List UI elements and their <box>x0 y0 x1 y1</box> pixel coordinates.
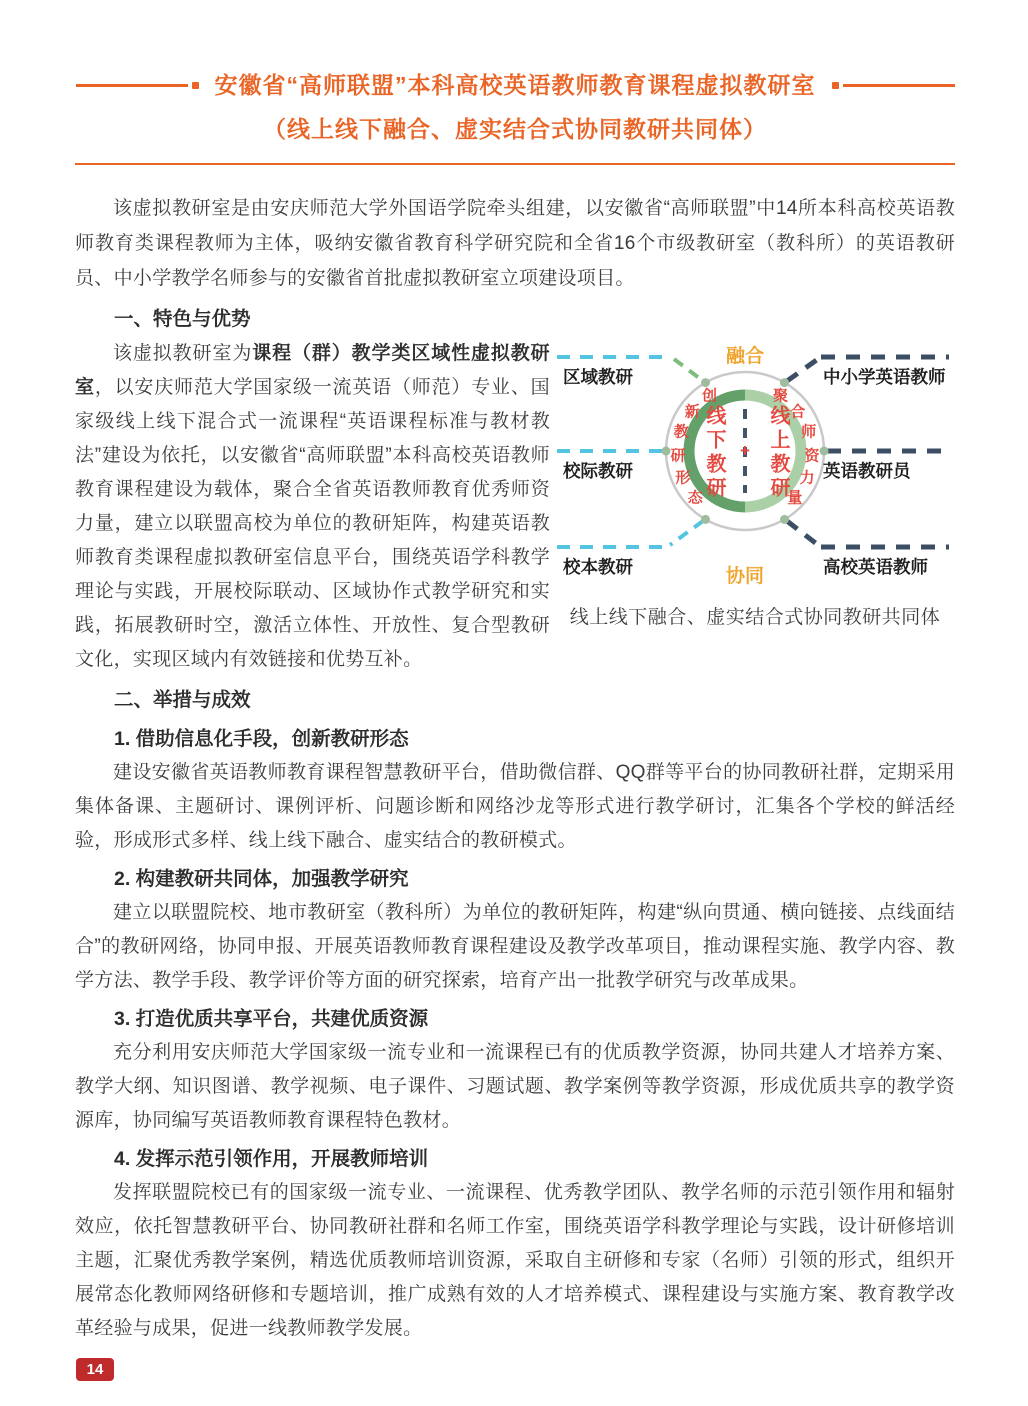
node-dot-left <box>662 447 671 456</box>
offline-research-label: 线下教研 <box>703 405 725 502</box>
node-label-k12-teachers: 中小学英语教师 <box>823 367 946 388</box>
item2-body: 建立以联盟院校、地市教研室（教科所）为单位的教研矩阵，构建“纵向贯通、横向链接、点线面结合”的教研网络，协同申报、开展英语教师教育课程建设及教学改革项目，推动课程实施、教学内容、教学方法、教学手段、教学评价等方面的研究探索，培育产出一批教学研究与改革成果。 <box>75 902 955 992</box>
section1-text-prefix: 该虚拟教研室为 <box>113 343 253 365</box>
ring-char: 师 <box>801 423 817 441</box>
node-label-schoolbased-research: 校本教研 <box>563 557 633 578</box>
section1-paragraph <box>75 337 550 677</box>
ring-char: 聚 <box>772 387 789 405</box>
plus-sign: + <box>740 441 750 461</box>
ring-char: 教 <box>673 423 689 441</box>
node-label-interschool-research: 校际教研 <box>563 461 633 482</box>
intro-paragraph: 该虚拟教研室是由安庆师范大学外国语学院牵头组建，以安徽省“高师联盟”中14所本科高校英语教师教育类课程教师为主体，吸纳安徽省教育科学研究院和全省16个市级教研室（教科所）的英语教研员、中小学教学名师参与的安徽省首批虚拟教研室立项建设项目。 <box>75 198 955 290</box>
title-decoration-right <box>832 82 955 89</box>
section2-items <box>75 722 955 1346</box>
item3-title: 3. 打造优质共享平台，共建优质资源 <box>114 1008 429 1031</box>
title-divider <box>75 163 955 165</box>
section1-text-column <box>75 337 550 677</box>
dash-line-schoolbased-diagonal <box>670 521 703 545</box>
node-label-college-teachers: 高校英语教师 <box>823 557 928 578</box>
ring-char: 资 <box>804 447 820 465</box>
online-research-label: 线上教研 <box>767 405 789 502</box>
page-header <box>75 0 955 165</box>
collaboration-label: 协同 <box>725 566 765 588</box>
section1-heading: 一、特色与优势 <box>114 308 251 331</box>
dash-line-region-diagonal <box>674 359 703 381</box>
research-community-diagram <box>555 339 955 639</box>
node-dot-bottom-right <box>780 515 789 524</box>
section1-text-rest: ，以安庆师范大学国家级一流英语（师范）专业、国家级线上线下混合式一流课程“英语课程标准与教材教法”建设为依托，以安徽省“高师联盟”本科高校英语教师教育课程建设为载体，聚合全省英语教师教育优秀师资力量，建立以联盟高校为单位的教研矩阵，构建英语教师教育类课程虚拟教研室信息平台，围绕英语学科教学理论与实践，开展校际联动、区域协作式教学研究和实践，拓展教研时空，激活立体性、开放性、复合型教研文化，实现区域内有效链接和优势互补。 <box>75 377 550 671</box>
item3-body: 充分利用安庆师范大学国家级一流专业和一流课程已有的优质教学资源，协同共建人才培养方案、教学大纲、知识图谱、教学视频、电子课件、习题试题、教学案例等教学资源，形成优质共享的教学资源库，协同编写英语教师教育课程特色教材。 <box>75 1042 955 1132</box>
section1-text-bold: 课程（群）教学类区域性虚拟教研室 <box>75 343 550 399</box>
item4-body: 发挥联盟院校已有的国家级一流专业、一流课程、优秀教学团队、教学名师的示范引领作用和辐射效应，依托智慧教研平台、协同教研社群和名师工作室，围绕英语学科教学理论与实践，设计研修培训主题，汇聚优秀教学案例，精选优质教师培训资源，采取自主研修和专家（名师）引领的形式，组织开展常态化教师网络研修和专题培训，推广成熟有效的人才培养模式、课程建设与实施方案、教育教学改革经验与成果，促进一线教师教学发展。 <box>75 1182 955 1340</box>
diagram-caption: 线上线下融合、虚实结合式协同教研共同体 <box>569 607 941 629</box>
dash-line-k12-diagonal <box>787 359 818 381</box>
item4-title: 4. 发挥示范引领作用，开展教师培训 <box>114 1148 429 1171</box>
dash-line-college-diagonal <box>787 521 818 545</box>
ring-char: 态 <box>687 489 703 507</box>
fusion-label: 融合 <box>725 346 765 368</box>
item1-title: 1. 借助信息化手段，创新教研形态 <box>114 728 409 751</box>
section2-heading: 二、举措与成效 <box>114 689 251 712</box>
ring-char: 合 <box>790 403 806 421</box>
node-dot-bottom-left <box>701 515 710 524</box>
ring-char: 研 <box>670 447 686 465</box>
item1-body: 建设安徽省英语教师教育课程智慧教研平台，借助微信群、QQ群等平台的协同教研社群，定期采用集体备课、主题研讨、课例评析、问题诊断和网络沙龙等形式进行教学研讨，汇集各个学校的鲜活经验，形成形式多样、线上线下融合、虚实结合的教研模式。 <box>75 762 955 852</box>
ring-char: 新 <box>684 403 700 421</box>
section1-columns <box>75 337 955 677</box>
item2-title: 2. 构建教研共同体，加强教学研究 <box>114 868 409 891</box>
section1-diagram-column <box>555 337 955 677</box>
ring-char: 创 <box>701 387 717 405</box>
node-label-region-research: 区域教研 <box>563 367 633 388</box>
ring-char: 力 <box>799 469 815 487</box>
title-decoration-left <box>76 82 199 89</box>
node-label-english-researchers: 英语教研员 <box>823 461 911 482</box>
ring-char: 量 <box>787 489 803 507</box>
node-dot-top-right <box>780 378 789 387</box>
page-title-line2: （线上线下融合、虚实结合式协同教研共同体） <box>263 115 767 142</box>
ring-char: 形 <box>675 469 691 487</box>
node-dot-right <box>820 447 829 456</box>
page-title-line1: 安徽省“高师联盟”本科高校英语教师教育课程虚拟教研室 <box>214 72 816 98</box>
page-number-badge: 14 <box>76 1358 114 1381</box>
node-dot-top-left <box>701 378 710 387</box>
